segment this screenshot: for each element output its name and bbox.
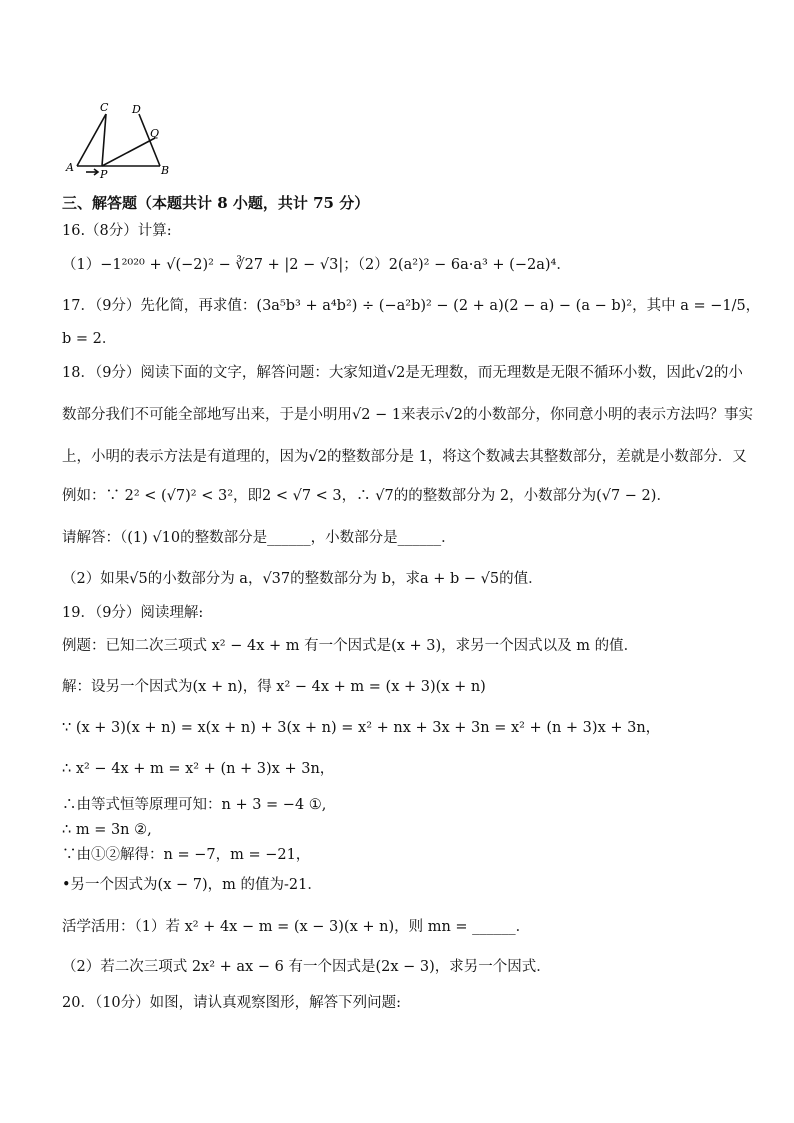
q19-line3: 解：设另一个因式为(x + n)，得 x² − 4x + m = (x + 3)(x + n) [62, 679, 486, 695]
label-p: P [100, 168, 108, 178]
q18-line6: （2）如果√5的小数部分为 a，√37的整数部分为 b，求a + b − √5的值． [62, 571, 543, 587]
q18-line1: 18．（9分）阅读下面的文字，解答问题：大家知道√2是无理数，而无理数是无限不循环小数，因此√2的小 [62, 365, 743, 381]
q18-line4: 例如：∵ 2² < (√7)² < 3²，即2 < √7 < 3，∴ √7的的整数部分为 2，小数部分为(√7 − 2)． [62, 488, 671, 504]
label-b: B [161, 164, 170, 177]
section-heading: 三、解答题（本题共计 8 小题，共计 75 分） [62, 194, 370, 212]
q17-line2: b = 2． [62, 331, 117, 347]
q19-line1: 19．（9分）阅读理解: [62, 605, 204, 621]
label-c: C [100, 101, 109, 114]
q20-line1: 20．（10分）如图，请认真观察图形，解答下列问题: [62, 995, 402, 1011]
label-d: D [132, 103, 141, 116]
q18-line3: 上，小明的表示方法是有道理的，因为√2的整数部分是 1，将这个数减去其整数部分，差就是小数部分．又 [62, 449, 747, 465]
q19-line9: •另一个因式为(x − 7)，m 的值为-21． [62, 877, 322, 893]
q18-line2: 数部分我们不可能全部地写出来，于是小明用√2 − 1来表示√2的小数部分，你同意小明的表示方法吗？事实 [62, 407, 754, 423]
q19-line5: ∴ x² − 4x + m = x² + (n + 3)x + 3n， [62, 761, 335, 777]
q18-line5: 请解答：（(1) √10的整数部分是______，小数部分是______． [62, 530, 456, 546]
label-a: A [66, 161, 74, 174]
q19-line11: （2）若二次三项式 2x² + ax − 6 有一个因式是(2x − 3)，求另一个因式． [62, 959, 551, 975]
q19-line4: ∵ (x + 3)(x + n) = x(x + n) + 3(x + n) = x² + nx + 3x + 3n = x² + (n + 3)x + 3n， [62, 720, 661, 736]
label-q: Q [150, 127, 160, 140]
q19-line7: ∴ m = 3n ②, [62, 822, 152, 838]
geometry-figure [62, 100, 172, 182]
q16-stem: 16.（8分）计算: [62, 223, 172, 239]
q19-line2: 例题：已知二次三项式 x² − 4x + m 有一个因式是(x + 3)，求另一个因式以及 m 的值． [62, 638, 639, 654]
q19-line6: ∴由等式恒等原理可知：n + 3 = −4 ①, [62, 797, 327, 813]
q19-line8: ∵由①②解得：n = −7，m = −21， [62, 847, 311, 863]
q16-line1: （1）−1²⁰²⁰ + √(−2)² − ∛27 + |2 − √3|；（2）2(a²)² − 6a·a³ + (−2a)⁴． [62, 257, 571, 273]
q19-line10: 活学活用：（1）若 x² + 4x − m = (x − 3)(x + n)，则 mn = ______． [62, 919, 531, 935]
q17-line1: 17．（9分）先化简，再求值：(3a⁵b³ + a⁴b²) ÷ (−a²b)² − (2 + a)(2 − a) − (a − b)²，其中 a = −1/5， [62, 298, 761, 314]
